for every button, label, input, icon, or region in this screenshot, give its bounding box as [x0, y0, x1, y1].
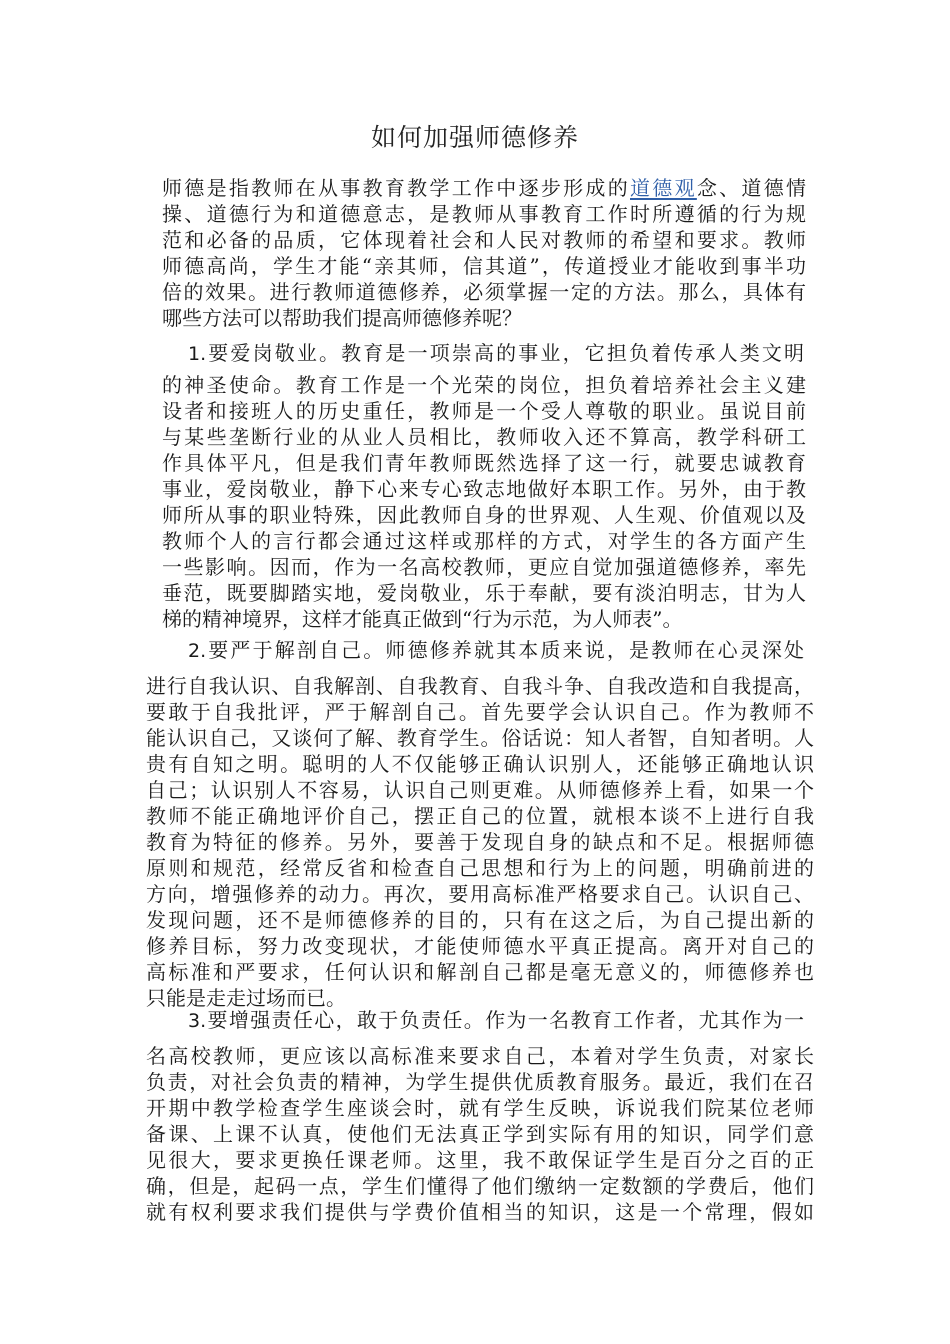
section-2-line: 教师不能正确地评价自己，摆正自己的位置，就根本谈不上进行自我 — [146, 804, 814, 828]
section-3-heading-line — [188, 1007, 804, 1033]
section-2-body — [146, 673, 814, 1011]
section-2-heading-line — [188, 637, 804, 663]
section-1-line: 设者和接班人的历史重任，教师是一个受人尊敬的职业。虽说目前 — [162, 399, 806, 423]
section-2-line: 进行自我认识、自我解剖、自我教育、自我斗争、自我改造和自我提高， — [146, 674, 814, 698]
section-1-line: 的神圣使命。教育工作是一个光荣的岗位，担负着培养社会主义建 — [162, 373, 806, 397]
section-1-line: 事业，爱岗敬业，静下心来专心致志地做好本职工作。另外，由于教 — [162, 477, 806, 501]
section-3-line: 就有权利要求我们提供与学费价值相当的知识，这是一个常理，假如 — [146, 1200, 814, 1224]
section-2-line: 高标准和严要求，任何认识和解剖自己都是毫无意义的，师德修养也 — [146, 960, 814, 984]
section-2-line: 原则和规范，经常反省和检查自己思想和行为上的问题，明确前进的 — [146, 856, 814, 880]
section-2-line: 方向，增强修养的动力。再次，要用高标准严格要求自己。认识自己、 — [146, 882, 814, 906]
section-2-line: 发现问题，还不是师德修养的目的，只有在这之后，为自己提出新的 — [146, 908, 814, 932]
section-2-number: 2. — [188, 640, 207, 662]
section-2-line: 只能是走走过场而已。 — [146, 986, 346, 1010]
section-1-heading — [188, 340, 804, 366]
section-1-number: 1. — [188, 343, 207, 365]
intro-line: 范和必备的品质，它体现着社会和人民对教师的希望和要求。教师 — [162, 228, 806, 252]
section-1-line: 教师个人的言行都会通过这样或那样的方式，对学生的各方面产生 — [162, 529, 806, 553]
section-3-line: 名高校教师，更应该以高标准来要求自己，本着对学生负责，对家长 — [146, 1044, 814, 1068]
section-3-line: 开期中教学检查学生座谈会时，就有学生反映，诉说我们院某位老师 — [146, 1096, 814, 1120]
section-3-heading — [188, 1007, 804, 1033]
section-1-line: 与某些垄断行业的从业人员相比，教师收入还不算高，教学科研工 — [162, 425, 806, 449]
section-1-line: 一些影响。因而，作为一名高校教师，更应自觉加强道德修养，率先 — [162, 555, 806, 579]
section-2-heading-text: 要严于解剖自己。师德修养就其本质来说，是教师在心灵深处 — [206, 638, 804, 662]
section-3-line: 备课、上课不认真，使他们无法真正学到实际有用的知识，同学们意 — [146, 1122, 814, 1146]
section-1-line: 作具体平凡，但是我们青年教师既然选择了这一行，就要忠诚教育 — [162, 451, 806, 475]
section-1-body — [162, 372, 806, 632]
intro-line: 哪些方法可以帮助我们提高师德修养呢？ — [162, 306, 522, 330]
section-3-line: 确，但是，起码一点，学生们懂得了他们缴纳一定数额的学费后，他们 — [146, 1174, 814, 1198]
document-title: 如何加强师德修养 — [370, 123, 579, 152]
section-2-line: 自己；认识别人不容易，认识自己则更难。从师德修养上看，如果一个 — [146, 778, 814, 802]
moral-concept-link[interactable]: 道德观 — [630, 176, 697, 200]
section-2-line: 教育为特征的修养。另外，要善于发现自身的缺点和不足。根据师德 — [146, 830, 814, 854]
intro-line-1-text-after: 念、道德情 — [696, 176, 807, 200]
section-2-line: 能认识自己，又谈何了解、教育学生。俗话说：知人者智，自知者明。人 — [146, 726, 814, 750]
section-3-heading-text: 要增强责任心，敢于负责任。作为一名教育工作者，尤其作为一 — [206, 1008, 804, 1032]
section-1-line: 梯的精神境界，这样才能真正做到“行为示范，为人师表”。 — [162, 607, 683, 631]
section-3-line: 负责，对社会负责的精神，为学生提供优质教育服务。最近，我们在召 — [146, 1070, 814, 1094]
intro-line: 倍的效果。进行教师道德修养，必须掌握一定的方法。那么，具体有 — [162, 280, 806, 304]
section-2-heading — [188, 637, 804, 663]
intro-line-1 — [162, 175, 806, 201]
section-2-line: 贵有自知之明。聪明的人不仅能够正确认识别人，还能够正确地认识 — [146, 752, 814, 776]
section-1-heading-line — [188, 340, 804, 366]
section-1-line: 垂范，既要脚踏实地，爱岗敬业，乐于奉献，要有淡泊明志，甘为人 — [162, 581, 806, 605]
section-2-line: 修养目标，努力改变现状，才能使师德水平真正提高。离开对自己的 — [146, 934, 814, 958]
intro-paragraph — [162, 175, 806, 331]
section-2-line: 要敢于自我批评，严于解剖自己。首先要学会认识自己。作为教师不 — [146, 700, 814, 724]
section-1-heading-text: 要爱岗敬业。教育是一项崇高的事业，它担负着传承人类文明 — [206, 341, 804, 365]
section-3-body — [146, 1043, 814, 1225]
intro-line: 操、道德行为和道德意志，是教师从事教育工作时所遵循的行为规 — [162, 202, 806, 226]
intro-line-1-text-before: 师德是指教师在从事教育教学工作中逐步形成的 — [162, 176, 630, 200]
section-3-line: 见很大，要求更换任课老师。这里，我不敢保证学生是百分之百的正 — [146, 1148, 814, 1172]
intro-line: 师德高尚，学生才能“亲其师，信其道”，传道授业才能收到事半功 — [162, 254, 806, 278]
section-1-line: 师所从事的职业特殊，因此教师自身的世界观、人生观、价值观以及 — [162, 503, 806, 527]
section-3-number: 3. — [188, 1010, 207, 1032]
